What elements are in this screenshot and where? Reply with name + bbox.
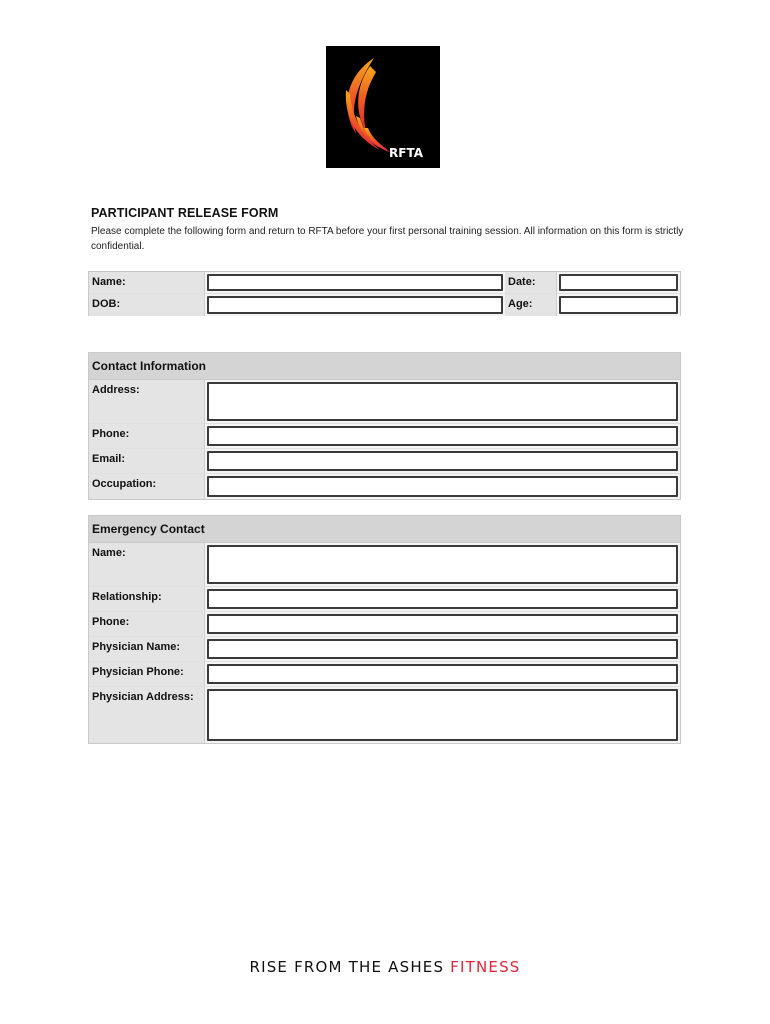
- rfta-logo: [326, 46, 440, 168]
- emergency-heading: Emergency Contact: [89, 516, 680, 543]
- personal-section: [88, 271, 681, 316]
- occupation-label: Occupation:: [89, 474, 205, 499]
- physician-name-label: Physician Name:: [89, 637, 205, 661]
- name-date-row: [89, 272, 680, 294]
- relationship-row: [89, 587, 680, 612]
- emergency-phone-field[interactable]: [207, 614, 678, 634]
- relationship-field[interactable]: [207, 589, 678, 609]
- age-label: Age:: [505, 294, 557, 316]
- occupation-field[interactable]: [207, 476, 678, 497]
- footer-tagline: [0, 958, 770, 976]
- emergency-name-label: Name:: [89, 543, 205, 586]
- address-field[interactable]: [207, 382, 678, 421]
- dob-label: DOB:: [89, 294, 205, 316]
- emergency-phone-label: Phone:: [89, 612, 205, 636]
- form-intro: Please complete the following form and return to RFTA before your first personal training session. All information on this form is strictly confidential.: [91, 226, 684, 252]
- phoenix-flame-icon: [326, 46, 440, 168]
- relationship-label: Relationship:: [89, 587, 205, 611]
- age-field[interactable]: [559, 296, 678, 314]
- physician-phone-field[interactable]: [207, 664, 678, 684]
- phone-label: Phone:: [89, 424, 205, 448]
- physician-address-row: [89, 687, 680, 743]
- emergency-section: [88, 515, 681, 744]
- physician-name-field[interactable]: [207, 639, 678, 659]
- physician-phone-row: [89, 662, 680, 687]
- email-label: Email:: [89, 449, 205, 473]
- emergency-name-row: [89, 543, 680, 587]
- date-field[interactable]: [559, 274, 678, 291]
- physician-name-row: [89, 637, 680, 662]
- email-row: [89, 449, 680, 474]
- name-field[interactable]: [207, 274, 503, 291]
- physician-address-field[interactable]: [207, 689, 678, 741]
- contact-heading: Contact Information: [89, 353, 680, 380]
- date-label: Date:: [505, 272, 557, 293]
- address-row: [89, 380, 680, 424]
- occupation-row: [89, 474, 680, 499]
- phone-field[interactable]: [207, 426, 678, 446]
- name-label: Name:: [89, 272, 205, 293]
- logo-text: RFTA: [389, 146, 423, 160]
- dob-age-row: [89, 294, 680, 316]
- physician-address-label: Physician Address:: [89, 687, 205, 743]
- form-title: PARTICIPANT RELEASE FORM: [91, 206, 279, 220]
- address-label: Address:: [89, 380, 205, 423]
- email-field[interactable]: [207, 451, 678, 471]
- emergency-name-field[interactable]: [207, 545, 678, 584]
- contact-section: [88, 352, 681, 500]
- dob-field[interactable]: [207, 296, 503, 314]
- physician-phone-label: Physician Phone:: [89, 662, 205, 686]
- footer-main: RISE FROM THE ASHES: [249, 958, 445, 976]
- phone-row: [89, 424, 680, 449]
- footer-accent: FITNESS: [450, 958, 521, 976]
- emergency-phone-row: [89, 612, 680, 637]
